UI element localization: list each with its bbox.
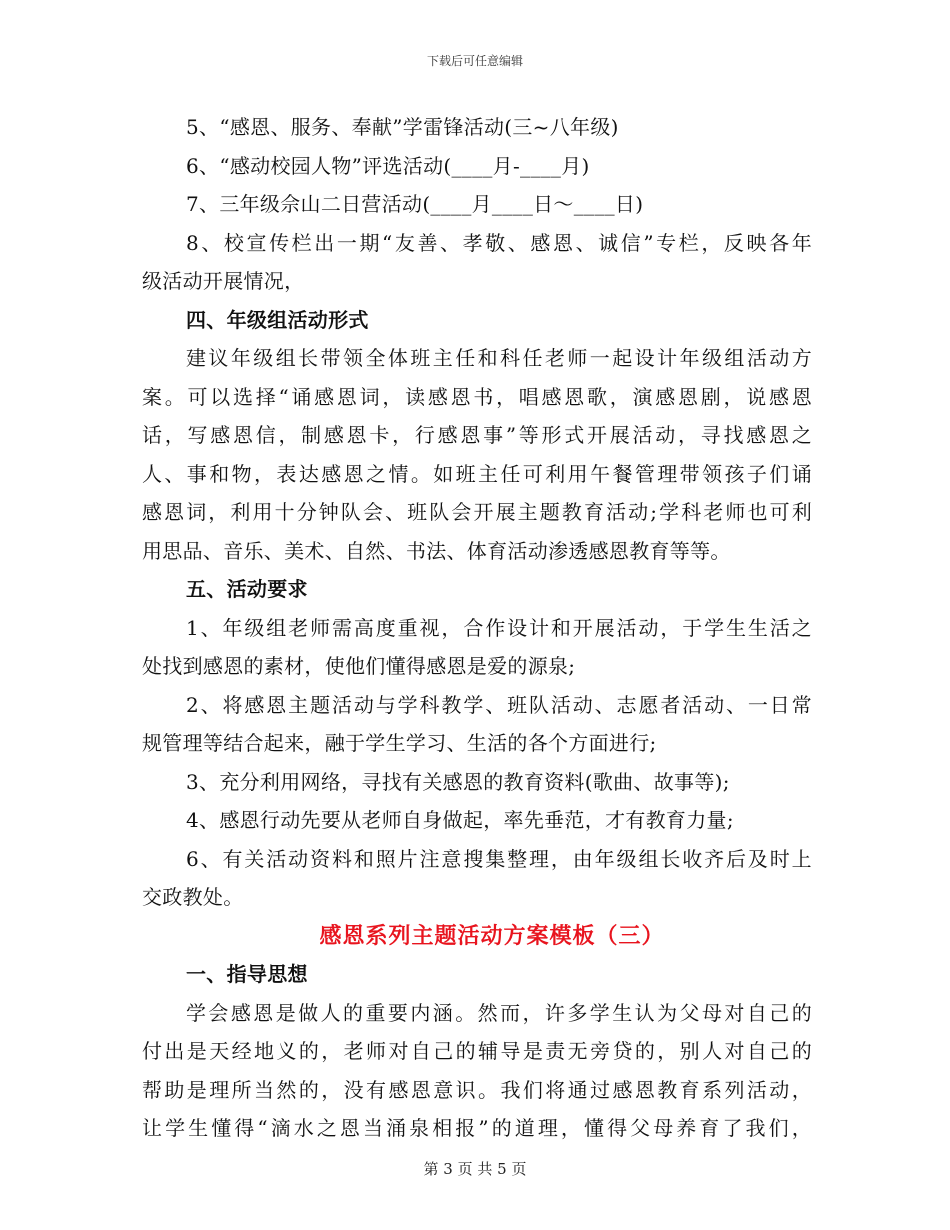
- paragraph-line: 话，写感恩信，制感恩卡，行感恩事”等形式开展活动，寻找感恩之: [142, 423, 812, 447]
- paragraph-line: 感恩词，利用十分钟队会、班队会开展主题教育活动;学科老师也可利: [142, 500, 812, 524]
- section-heading: 一、指导思想: [186, 962, 308, 986]
- paragraph-line: 3、充分利用网络，寻找有关感恩的教育资料(歌曲、故事等);: [186, 769, 730, 794]
- paragraph-line: 2、将感恩主题活动与学科教学、班队活动、志愿者活动、一日常: [186, 692, 812, 717]
- paragraph-line: 交政教处。: [142, 885, 244, 909]
- paragraph-line: 建议年级组长带领全体班主任和科任老师一起设计年级组活动方: [186, 346, 812, 370]
- paragraph-line: 4、感恩行动先要从老师自身做起，率先垂范，才有教育力量;: [186, 808, 734, 832]
- paragraph-line: 让学生懂得“滴水之恩当涌泉相报”的道理，懂得父母养育了我们，: [142, 1116, 812, 1140]
- paragraph-line: 6、有关活动资料和照片注意搜集整理，由年级组长收齐后及时上: [186, 846, 812, 871]
- paragraph-line: 规管理等结合起来，融于学生学习、生活的各个方面进行;: [142, 731, 657, 755]
- paragraph-line: 人、事和物，表达感恩之情。如班主任可利用午餐管理带领孩子们诵: [142, 461, 812, 486]
- paragraph-line: 7、三年级佘山二日营活动(____月____日～____日): [186, 192, 644, 216]
- paragraph-line: 8、校宣传栏出一期“友善、孝敬、感恩、诚信”专栏，反映各年: [186, 230, 812, 255]
- paragraph-line: 处找到感恩的素材，使他们懂得感恩是爱的源泉;: [142, 654, 576, 678]
- paragraph-line: 1、年级组老师需高度重视，合作设计和开展活动，于学生生活之: [186, 615, 812, 640]
- document-body: [142, 108, 812, 1148]
- paragraph-line: 付出是天经地义的，老师对自己的辅导是责无旁贷的，别人对自己的: [142, 1039, 812, 1063]
- page-footer: 第 3 页 共 5 页: [423, 1160, 527, 1178]
- section-heading: 四、年级组活动形式: [186, 307, 369, 332]
- paragraph-line: 案。可以选择“诵感恩词，读感恩书，唱感恩歌，演感恩剧，说感恩: [142, 384, 812, 409]
- section-heading: 五、活动要求: [186, 577, 308, 601]
- paragraph-line: 级活动开展情况，: [142, 269, 305, 293]
- section-title: 感恩系列主题活动方案模板（三）: [319, 922, 665, 949]
- paragraph-line: 用思品、音乐、美术、自然、书法、体育活动渗透感恩教育等等。: [142, 538, 731, 563]
- paragraph-line: 6、“感动校园人物”评选活动(____月-____月): [186, 153, 590, 178]
- paragraph-line: 5、“感恩、服务、奉献”学雷锋活动(三~八年级): [186, 115, 619, 139]
- paragraph-line: 学会感恩是做人的重要内涵。然而，许多学生认为父母对自己的: [186, 1000, 812, 1025]
- paragraph-line: 帮助是理所当然的，没有感恩意识。我们将通过感恩教育系列活动，: [142, 1077, 812, 1102]
- page-header-note: 下载后可任意编辑: [426, 54, 523, 68]
